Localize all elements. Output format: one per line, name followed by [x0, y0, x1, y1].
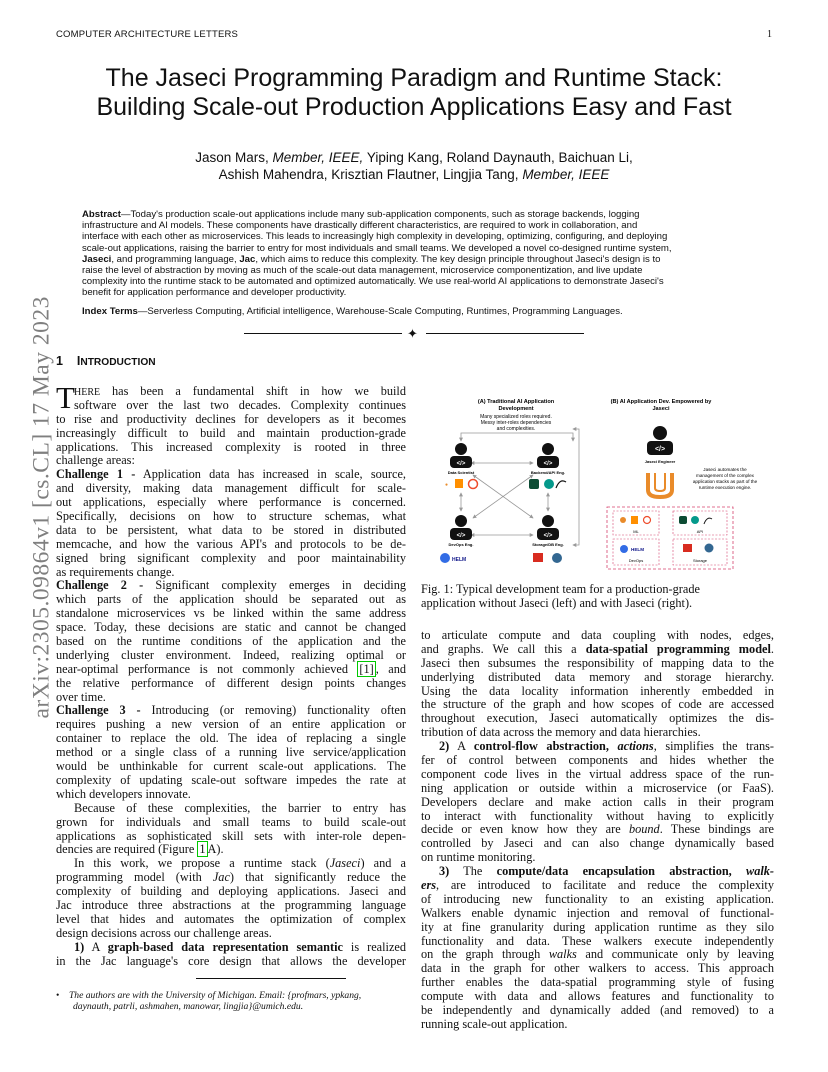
list-number: 1)	[74, 939, 85, 954]
challenge-label: Challenge 1 -	[56, 467, 136, 482]
footnote-line: daynauth, patrli, ashmahen, manowar, lingjia}@umich.edu.	[73, 1001, 304, 1013]
abstract-bold: Jac	[239, 253, 256, 265]
figure-caption	[421, 583, 774, 611]
figure-ref-link[interactable]: 1	[199, 842, 206, 857]
text-line	[56, 663, 406, 677]
box-label: DevOps	[628, 558, 644, 563]
text-line: Jaseci then subsumes the responsibility of mapping data to the	[421, 655, 774, 670]
body-text: programming model (with	[56, 870, 213, 885]
kubernetes-icon	[620, 545, 628, 553]
jaseci-note: runtime execution engine.	[698, 485, 752, 490]
person-icon-backend-engineer	[537, 443, 559, 468]
list-number: 2)	[439, 739, 450, 754]
title-line: The Jaseci Programming Paradigm and Runtime Stack:	[105, 64, 723, 92]
text-line: increasingly difficult to build and maintain production-grade	[56, 425, 406, 440]
text-line	[421, 879, 774, 893]
api-box	[673, 511, 727, 535]
jaseci-logo-icon	[648, 473, 672, 497]
list-number: 3)	[439, 864, 450, 879]
text-line: the relative performance of different design points changes	[56, 675, 406, 690]
text-line: to articulate compute and data coupling with nodes, edges,	[421, 628, 774, 642]
code-glyph: </>	[456, 533, 466, 539]
django-icon	[529, 479, 539, 489]
hugging-face-icon	[620, 517, 626, 523]
api-tool-logos-a	[529, 479, 566, 489]
body-text: In this work, we propose a runtime stack (	[74, 856, 330, 871]
body-text: and communicate only by leaving	[576, 947, 775, 962]
text-line	[421, 823, 774, 837]
text-line: tribution of data across the memory and data hierarchies.	[421, 725, 701, 740]
text-line: Jac introduce three abstractions at the programming language	[56, 897, 406, 912]
redis-icon	[683, 544, 692, 552]
panel-a-note: and complexities.	[496, 426, 536, 432]
storage-box	[673, 539, 727, 565]
text-line	[421, 948, 774, 962]
italic-text: bound	[628, 822, 660, 837]
running-head: COMPUTER ARCHITECTURE LETTERS	[56, 29, 239, 40]
section-heading	[56, 354, 156, 368]
text-line	[56, 857, 406, 871]
text-line: standalone microservices vs be linked within the same address	[56, 606, 406, 621]
text-line	[56, 704, 406, 718]
text-line: applications. This increased complexity is rooted in three	[56, 439, 406, 454]
text-line: as requirements change.	[56, 564, 175, 579]
body-text: .	[770, 641, 774, 656]
helm-icon: HELM	[452, 557, 467, 563]
body-text: Significant complexity emerges in deciding	[143, 578, 407, 593]
abstract	[82, 209, 746, 299]
text-line: Using the data locality information inherently embedded in	[421, 683, 774, 698]
bold-text: compute/data encapsulation abstraction,	[496, 864, 746, 879]
text-line: Because of these complexities, the barrier to entry has	[74, 800, 406, 815]
abstract-text: —Today's production scale-out applications include many sub-application components, such as storage backends, logging	[120, 209, 640, 220]
managed-stack-box	[607, 507, 733, 569]
flask-icon	[556, 481, 566, 488]
pytorch-icon	[469, 480, 478, 489]
abstract-line	[82, 209, 746, 220]
text-line: ning application or outside within a microservice (or FaaS).	[421, 780, 774, 795]
tensorflow-icon	[631, 516, 638, 524]
abstract-line: interface with each other as microservices. This leads to increasingly high complexity in developing, optimizing, configuring, and deploying	[82, 231, 668, 243]
text-line: Developers declare and make action calls in their program	[421, 794, 774, 809]
panel-a-title: Development	[498, 406, 534, 412]
small-caps-text: HERE	[74, 387, 101, 398]
text-line: challenge areas:	[56, 453, 135, 468]
footnote-text: The authors are with the University of Michigan. Email: {profmars, ypkang,	[68, 990, 362, 1001]
body-text: ) that significantly reduce the	[229, 870, 406, 885]
body-text: , simplifies the trans-	[653, 739, 774, 754]
text-line: underlying cluster environment. Indeed, realizing optimal or	[56, 647, 406, 662]
fastapi-icon	[691, 516, 699, 524]
challenge-label: Challenge 2 -	[56, 578, 144, 593]
body-text: and graphs. We call this a	[421, 641, 586, 656]
person-icon-jaseci-engineer	[647, 426, 673, 455]
text-line	[421, 865, 774, 879]
body-text: decide or even know how they are	[421, 822, 629, 837]
left-column	[56, 380, 407, 968]
italic-text: walks	[548, 947, 577, 962]
storage-tool-logos-a	[533, 553, 562, 563]
text-line: the structure of the graph and how scopes of code are accessed	[421, 697, 774, 712]
citation-link[interactable]: [1]	[359, 661, 374, 676]
italic-text: Jaseci	[329, 856, 361, 871]
text-line: would be unthinkable for current scale-out applications. The	[56, 759, 406, 774]
section-number: 1	[56, 354, 63, 368]
arxiv-stamp: arXiv:2305.09864v1 [cs.CL] 17 May 2023	[28, 296, 55, 719]
body-text: near-optimal performance is not commonly achieved	[56, 661, 358, 676]
abstract-line: infrastructure and AI models. These components have drastically different characteristics, are required to work in collaboration, and	[82, 220, 638, 232]
text-line: design decisions across our challenge areas.	[56, 925, 272, 940]
role-label: Backend/API Eng.	[530, 470, 566, 475]
abstract-line: benefit for application performance and developer productivity.	[82, 287, 347, 299]
text-line: and diversity, making data management difficult for scale-	[56, 481, 406, 496]
text-line: signed bring significant complexity and poor maintainability	[56, 550, 406, 565]
fastapi-icon	[544, 479, 554, 489]
index-terms	[82, 306, 746, 317]
footnote-bullet: •	[56, 990, 60, 1001]
text-line: grown for individuals and small teams to build scale-out	[56, 814, 406, 829]
text-line: over time.	[56, 689, 106, 704]
page-number: 1	[767, 29, 772, 40]
kubernetes-icon	[440, 553, 450, 563]
abstract-line: complexity into the runtime stack to be automated and optimized automatically. We use real-world AI applications to demonstrate Jaseci's	[82, 276, 664, 288]
body-text: on the graph through	[421, 947, 549, 962]
panel-a-note: Many specialized roles required.	[480, 414, 552, 420]
body-text: , are introduced to facilitate and reduce the complexity	[436, 878, 774, 893]
text-line: component code lives in the virtual address space of the run-	[421, 766, 774, 781]
abstract-line: raise the level of abstraction by moving as much of the scale-out data management, microservice componentization, and live update	[82, 265, 643, 277]
author-line	[40, 149, 788, 166]
text-line: out applications, especially where performance is concerned.	[56, 495, 406, 510]
text-line: data to be persistent, what data to be stored in distributed	[56, 522, 406, 537]
panel-a-title: (A) Traditional AI Application	[477, 399, 555, 405]
body-text: dencies are required (Figure	[56, 842, 198, 857]
text-line	[421, 740, 774, 754]
code-glyph: </>	[654, 446, 666, 453]
text-line: fer of control between components and hides whether the	[421, 753, 774, 768]
pytorch-icon	[644, 517, 651, 524]
body-text: Application data has increased in scale, source,	[135, 467, 406, 482]
jaseci-note: Jaseci automates the	[703, 467, 747, 472]
abstract-bold: Jaseci	[82, 253, 112, 265]
code-glyph: </>	[543, 533, 553, 539]
text-line: to rise and productivity declines for developers as it becomes	[56, 411, 406, 426]
separator-rule	[426, 333, 584, 334]
text-line: memcache, and how the various API's and protocols to be de-	[56, 536, 406, 551]
body-text: A	[84, 939, 108, 954]
index-terms-text: —Serverless Computing, Artificial intelligence, Warehouse-Scale Computing, Runtimes, Programming Languages.	[137, 306, 623, 317]
role-label: DevOps Eng.	[448, 542, 474, 547]
body-text: A).	[207, 842, 224, 857]
code-glyph: </>	[456, 461, 466, 467]
ml-box	[613, 511, 659, 535]
separator-diamond-icon: ✦	[407, 326, 418, 341]
jaseci-note: application stacks as part of the	[692, 479, 758, 484]
text-line: Specifically, decisions on how to structure schemas, what	[56, 509, 406, 524]
text-line: space. Today, these decisions are static and cannot be changed	[56, 620, 406, 635]
text-line: software over the last two decades. Complexity continues	[74, 397, 406, 412]
footnote-line	[56, 990, 408, 1001]
role-label: Jaseci Engineer	[644, 459, 676, 464]
text-line: of introducing new functionality to an existing application.	[421, 891, 774, 906]
helm-icon: HELM	[631, 547, 645, 552]
separator-rule	[244, 333, 402, 334]
box-label: API	[696, 529, 704, 534]
caption-line: Fig. 1: Typical development team for a production-grade	[421, 582, 700, 596]
text-line	[56, 468, 406, 482]
title-line: Building Scale-out Production Applications Easy and Fast	[96, 93, 732, 121]
code-glyph: </>	[543, 461, 553, 467]
panel-b-title: (B) AI Application Dev. Empowered by	[610, 399, 712, 405]
caption-line: application without Jaseci (left) and with Jaseci (right).	[421, 595, 693, 610]
abstract-line: scale-out applications, raising the barrier to entry for most individuals and small teams. We developed a novel co-designed runtime system,	[82, 242, 672, 254]
bold-italic-text: actions	[617, 739, 654, 754]
text-line: compute with data and allows features and functionality to	[421, 989, 774, 1004]
postgres-icon	[552, 553, 562, 563]
abstract-label: Abstract	[82, 209, 121, 220]
body-text: . These bindings are	[659, 822, 775, 837]
person-icon-data-scientist	[450, 443, 472, 468]
text-line: be independently and dynamically added (and removed) to a	[421, 1003, 774, 1018]
text-line	[56, 385, 406, 399]
text-line	[421, 643, 774, 657]
text-line	[56, 871, 406, 885]
section-title-rest: NTRODUCTION	[80, 357, 156, 368]
hugging-face-icon: ●	[445, 482, 449, 488]
devops-box	[613, 539, 659, 565]
devops-tool-logos-a	[440, 553, 466, 563]
box-label: Storage	[692, 558, 708, 563]
abstract-text: , which aims to reduce this complexity. The key design principle throughout Jaseci's design is to	[255, 253, 661, 265]
text-line: controlled by Jaseci and can also change dynamically based	[421, 836, 774, 851]
body-text: ) and a	[360, 856, 406, 871]
role-label: Data Scientist	[447, 470, 475, 475]
body-text: has been a fundamental shift in how we build	[100, 384, 406, 398]
drop-cap: T	[56, 380, 75, 415]
author-membership: Member, IEEE	[522, 167, 610, 182]
body-text: The	[449, 864, 497, 879]
text-line: complexity of building and deploying applications. Jaseci and	[56, 884, 406, 899]
person-icon-storage-engineer	[537, 515, 559, 540]
body-text: , and	[375, 661, 406, 676]
panel-a-note: Messy inter-roles dependencies	[480, 420, 552, 426]
text-line: which developers innovate.	[56, 786, 191, 801]
author-names: Jason Mars,	[195, 150, 273, 165]
paper-title	[40, 64, 788, 122]
text-line	[56, 941, 406, 955]
text-line: method or a single class of a running live service/application	[56, 745, 406, 760]
abstract-line	[82, 254, 746, 265]
author-names: Yiping Kang, Roland Daynauth, Baichuan Li,	[363, 150, 633, 165]
section-title-initial: I	[76, 354, 81, 368]
text-line: on runtime monitoring.	[421, 850, 536, 865]
text-line	[56, 843, 406, 857]
bold-italic-text: ers	[421, 878, 437, 893]
role-label: Storage/DB Eng.	[532, 542, 564, 547]
text-line: underlying distributed data memory and storage hierarchy.	[421, 669, 774, 684]
author-membership: Member, IEEE,	[272, 150, 364, 165]
text-line: further enables the data-spatial programming style of fusing	[421, 975, 774, 990]
index-terms-label: Index Terms	[82, 306, 138, 317]
text-line: functionality and data. These walkers execute independently	[421, 933, 774, 948]
text-line: requires pushing a new version of an entire application or	[56, 717, 406, 732]
text-line: level that hides and automates the optimization of complex	[56, 911, 406, 926]
right-column	[421, 629, 774, 1032]
footnote	[56, 990, 408, 1013]
abstract-text: , and programming language,	[111, 253, 240, 265]
flask-icon	[704, 518, 712, 524]
bold-italic-text: walk-	[746, 864, 775, 879]
person-icon-devops-engineer	[450, 515, 472, 540]
text-line: running scale-out application.	[421, 1016, 568, 1031]
text-line: based on the runtime conditions of the application and the	[56, 634, 406, 649]
body-text: A	[449, 739, 474, 754]
text-line: which parts of the application should be separated out as	[56, 592, 406, 607]
bold-text: graph-based data representation semantic	[107, 939, 343, 954]
text-line	[56, 579, 406, 593]
author-list	[40, 149, 788, 183]
text-line: to interact with functionality without having to explicitly	[421, 808, 774, 823]
text-line: Walkers enable dynamic injection and removal of functional-	[421, 905, 774, 920]
body-text: Introducing (or removing) functionality often	[140, 703, 407, 718]
footnote-rule	[196, 978, 346, 979]
redis-icon	[533, 553, 543, 562]
text-line: data in the graph for other walkers to access. This approach	[421, 961, 774, 976]
author-names: Ashish Mahendra, Krisztian Flautner, Lingjia Tang,	[218, 167, 523, 182]
text-line: in the Jac language's core design that allows the developer	[56, 953, 406, 968]
tensorflow-icon	[455, 479, 463, 488]
bold-text: data-spatial programming model	[585, 641, 771, 656]
text-line: container to replace the old. The idea of replacing a single	[56, 731, 406, 746]
text-line: ity at fine granularity during application runtime as they silo	[421, 919, 774, 934]
django-icon	[679, 516, 687, 524]
bold-text: control-flow abstraction,	[473, 739, 618, 754]
challenge-label: Challenge 3 -	[56, 703, 141, 718]
jaseci-note: management of the complex	[696, 473, 754, 478]
italic-text: Jac	[212, 870, 230, 885]
body-text: is realized	[342, 939, 407, 954]
box-label: ML	[633, 529, 639, 534]
role-connector-lines	[461, 429, 579, 545]
ml-tool-logos-a	[445, 479, 478, 489]
figure-1	[423, 393, 776, 573]
text-line: throughout execution, Jaseci automatically optimizes the dis-	[421, 711, 774, 726]
author-line	[40, 166, 788, 183]
text-line: complexity of updating scale-out software impedes the rate at	[56, 772, 406, 787]
postgres-icon	[705, 544, 714, 553]
panel-b-title: Jaseci	[652, 406, 670, 412]
text-line: applications as sophisticated skill sets with inter-role depen-	[56, 828, 406, 843]
